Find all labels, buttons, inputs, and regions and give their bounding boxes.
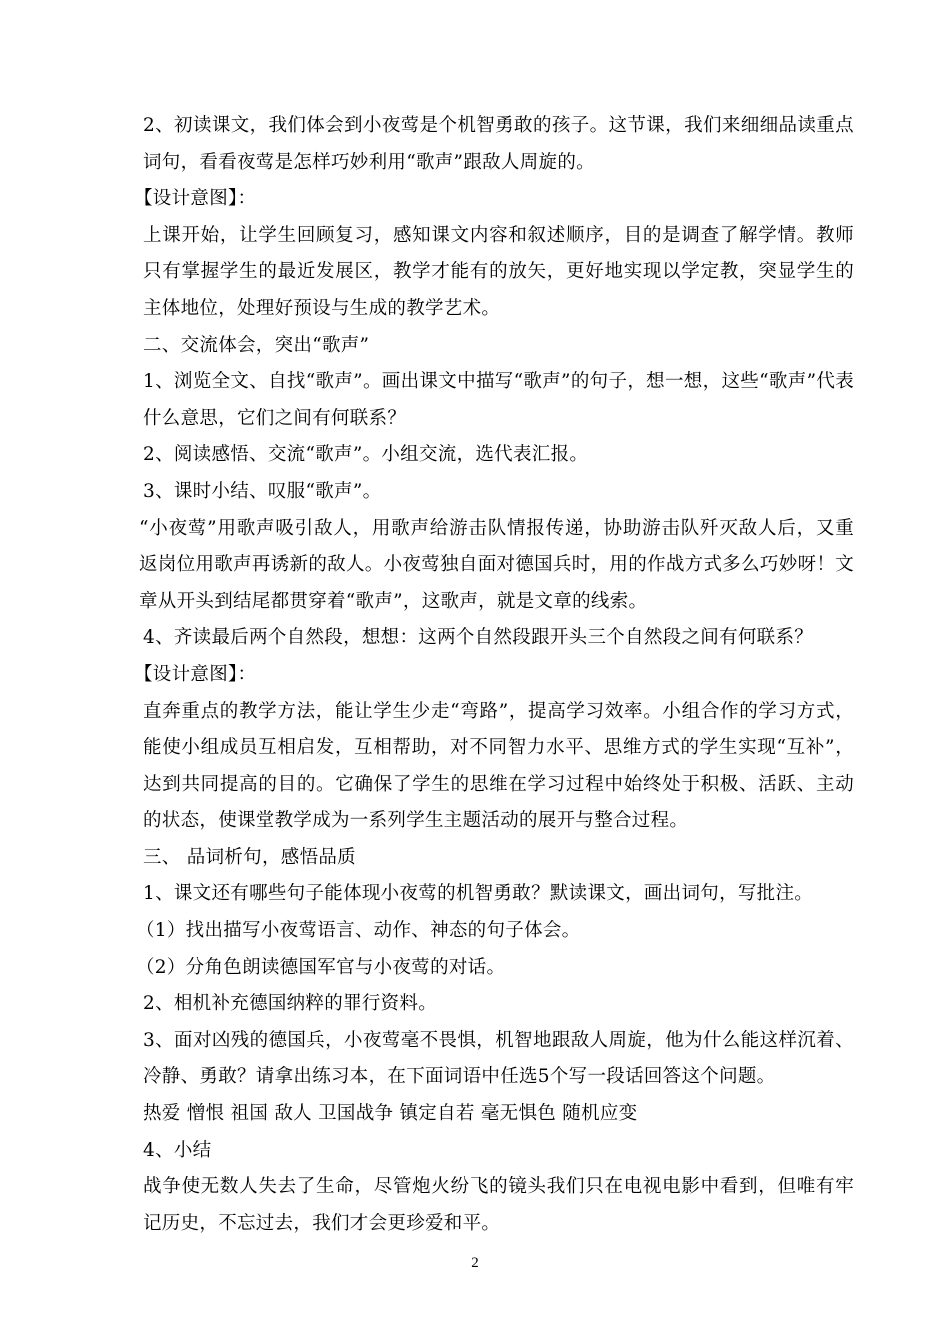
- paragraph-sec3-step-3: 3、面对凶残的德国兵，小夜莺毫不畏惧，机智地跟敌人周旋，他为什么能这样沉着、冷静、勇敢？请拿出练习本，在下面词语中任选5个写一段话回答这个问题。: [143, 1029, 854, 1088]
- paragraph-word-list: 热爱 憎恨 祖国 敌人 卫国战争 镇定自若 毫无惧色 随机应变: [143, 1103, 638, 1125]
- paragraph-summary-quote: “小夜莺”用歌声吸引敌人，用歌声给游击队情报传递，协助游击队歼灭敌人后，又重返岗位用歌声再诱新的敌人。小夜莺独自面对德国兵时，用的作战方式多么巧妙呀！文章从开头到结尾都贯穿着“歌声”，这歌声，就是文章的线索。: [139, 517, 854, 612]
- paragraph-sec3-step-2: 2、相机补充德国纳粹的罪行资料。: [143, 993, 438, 1015]
- paragraph-design-intent-1: 上课开始，让学生回顾复习，感知课文内容和叙述顺序，目的是调查了解学情。教师只有掌握学生的最近发展区，教学才能有的放矢，更好地实现以学定教，突显学生的主体地位，处理好预设与生成的教学艺术。: [143, 224, 854, 319]
- paragraph-sub-item-1: （1）找出描写小夜莺语言、动作、神态的句子体会。: [136, 920, 581, 942]
- design-intent-heading: 【设计意图】：: [134, 188, 257, 210]
- section-heading-3: 三、 品词析句，感悟品质: [143, 846, 356, 868]
- page-number: 2: [471, 1255, 479, 1271]
- design-intent-heading-2: 【设计意图】：: [134, 663, 257, 685]
- paragraph-design-intent-2: 直奔重点的教学方法，能让学生少走“弯路”，提高学习效率。小组合作的学习方式，能使小组成员互相启发，互相帮助，对不同智力水平、思维方式的学生实现“互补”，达到共同提高的目的。它确保了学生的思维在学习过程中始终处于积极、活跃、主动的状态，使课堂教学成为一系列学生主题活动的展开与整合过程。: [143, 700, 854, 832]
- section-heading-2: 二、交流体会，突出“歌声”: [143, 334, 370, 356]
- paragraph-conclusion: 战争使无数人失去了生命，尽管炮火纷飞的镜头我们只在电视电影中看到，但唯有牢记历史，不忘过去，我们才会更珍爱和平。: [143, 1176, 854, 1234]
- paragraph-step-3: 3、课时小结、叹服“歌声”。: [143, 480, 382, 502]
- paragraph-sec3-step-4: 4、小结: [143, 1139, 212, 1161]
- paragraph-sub-item-2: （2）分角色朗读德国军官与小夜莺的对话。: [136, 956, 506, 978]
- paragraph-step-2: 2、阅读感悟、交流“歌声”。小组交流，选代表汇报。: [143, 444, 589, 466]
- paragraph-sec3-step-1: 1、课文还有哪些句子能体现小夜莺的机智勇敢？默读课文，画出词句，写批注。: [143, 883, 814, 905]
- paragraph-reading-intro: 2、初读课文，我们体会到小夜莺是个机智勇敢的孩子。这节课，我们来细细品读重点词句，看看夜莺是怎样巧妙利用“歌声”跟敌人周旋的。: [143, 115, 854, 173]
- paragraph-step-4: 4、齐读最后两个自然段，想想：这两个自然段跟开头三个自然段之间有何联系？: [143, 627, 814, 649]
- document-body: [104, 108, 854, 1242]
- paragraph-step-1: 1、浏览全文、自找“歌声”。画出课文中描写“歌声”的句子，想一想，这些“歌声”代表什么意思，它们之间有何联系？: [143, 371, 854, 429]
